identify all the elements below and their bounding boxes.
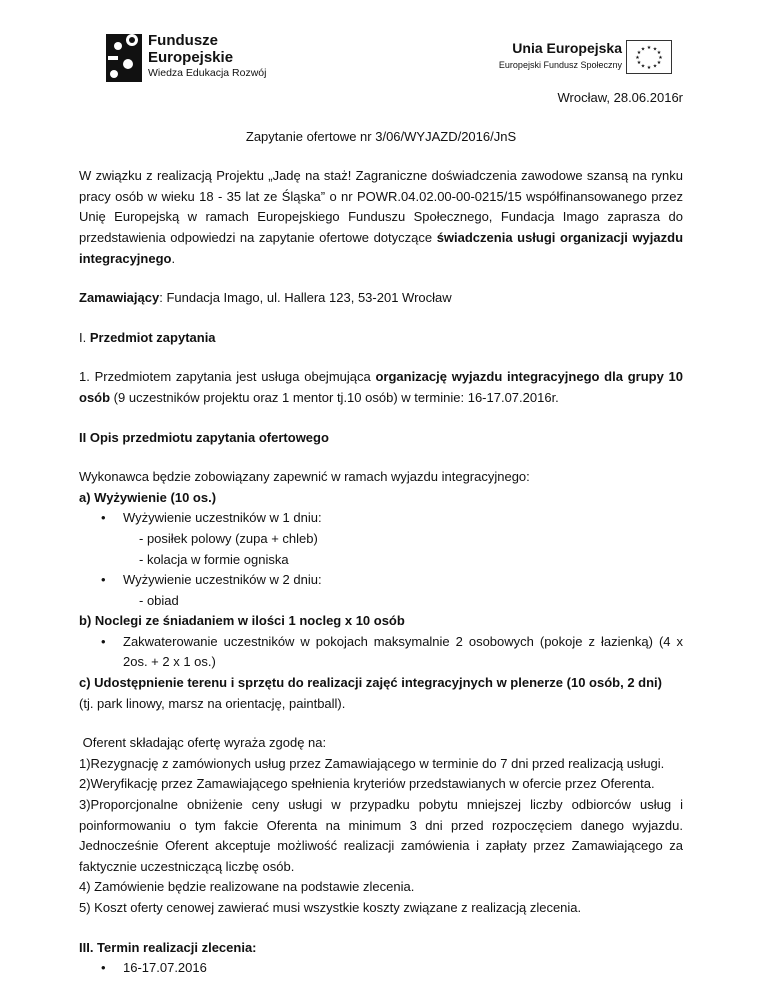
section-3-heading: III. Termin realizacji zlecenia:	[79, 939, 257, 955]
list-item: • Wyżywienie uczestników w 1 dniu:	[123, 508, 683, 529]
condition-4: 4) Zamówienie będzie realizowane na podstawie zlecenia.	[79, 879, 415, 895]
list-subitem: - kolacja w formie ogniska	[139, 551, 289, 567]
svg-text:★: ★	[646, 65, 652, 71]
svg-text:★: ★	[652, 46, 658, 53]
oferent-intro: Oferent składając ofertę wyraża zgodę na:	[79, 735, 327, 751]
fe-line1: Fundusze	[148, 32, 218, 49]
svg-text:★: ★	[640, 46, 646, 53]
section-1-heading: I. Przedmiot zapytania	[79, 329, 216, 345]
svg-text:★: ★	[636, 50, 642, 56]
svg-text:★: ★	[640, 63, 646, 70]
list-item: • Zakwaterowanie uczestników w pokojach maksymalnie 2 osobowych (pokoje z łazienką) (4 x 2os. + 2 x 1 os.)	[123, 632, 683, 673]
item-a-heading: a) Wyżywienie (10 os.)	[79, 489, 217, 505]
document-title: Zapytanie ofertowe nr 3/06/WYJAZD/2016/JnS	[245, 128, 517, 144]
list-subitem: - posiłek polowy (zupa + chleb)	[139, 530, 318, 546]
svg-text:★: ★	[658, 55, 663, 61]
svg-text:★: ★	[656, 60, 662, 66]
condition-2: 2)Weryfikację przez Zamawiającego spełnienia kryteriów przedstawianych w ofercie przez Oferenta.	[79, 776, 655, 792]
item-b-list	[79, 632, 683, 673]
svg-text:★: ★	[656, 50, 662, 56]
list-item: • Wyżywienie uczestników w 2 dniu:	[123, 570, 683, 591]
condition-3: 3)Proporcjonalne obniżenie ceny usługi w przypadku pobytu mniejszej liczby odbiorców usług i poinformowaniu o tym fakcie Oferenta na minimum 3 dni przed rozpoczęciem danego wyjazdu. Jednocześnie Oferent akceptuje możliwość realizacji zamówienia i zapłaty przez Zamawiającego za faktycznie uczestniczącą liczbę osób.	[79, 797, 683, 874]
fe-emblem-icon	[104, 30, 144, 86]
item-a-list	[79, 508, 683, 529]
ue-subtitle: Europejski Fundusz Społeczny	[498, 60, 622, 70]
item-a-list-2	[79, 570, 683, 591]
list-item: • 16-17.07.2016	[123, 958, 683, 979]
svg-text:★: ★	[635, 55, 640, 61]
list-subitem: - obiad	[139, 592, 179, 608]
item-c-text: (tj. park linowy, marsz na orientację, paintball).	[79, 695, 346, 711]
section-3-list	[79, 958, 683, 979]
unia-europejska-logo	[486, 40, 672, 76]
item-c-heading: c) Udostępnienie terenu i sprzętu do realizacji zajęć integracyjnych w plenerze (10 osób, 2 dni)	[79, 675, 662, 691]
section-2-heading: II Opis przedmiotu zapytania ofertowego	[79, 429, 329, 445]
ue-title: Unia Europejska	[512, 40, 622, 56]
svg-text:★: ★	[636, 60, 642, 66]
fundusze-europejskie-logo	[104, 30, 274, 90]
condition-1: 1)Rezygnację z zamówionych usług przez Zamawiającego w terminie do 7 dni przed realizacją usługi.	[79, 755, 665, 771]
date-line: Wrocław, 28.06.2016r	[557, 90, 683, 105]
intro-paragraph: W związku z realizacją Projektu „Jadę na staż! Zagraniczne doświadczenia zawodowe szansą na rynku pracy osób w wieku 18 - 35 lat ze Śląska” o nr POWR.04.02.00-00-0215/15 współfinansowanego przez Unię Europejską w ramach Europejskiego Funduszu Społecznego, Fundacja Imago zaprasza do przedstawienia odpowiedzi na zapytanie ofertowe dotyczące świadczenia usługi organizacji wyjazdu integracyjnego.	[79, 168, 684, 266]
client-line: Zamawiający: Fundacja Imago, ul. Hallera 123, 53-201 Wrocław	[79, 290, 452, 306]
condition-5: 5) Koszt oferty cenowej zawierać musi wszystkie koszty związane z realizacją zlecenia.	[79, 900, 582, 915]
document-body	[79, 84, 683, 979]
item-b-heading: b) Noclegi ze śniadaniem w ilości 1 nocleg x 10 osób	[79, 613, 405, 629]
svg-text:★: ★	[646, 45, 652, 51]
section-2-intro: Wykonawca będzie zobowiązany zapewnić w ramach wyjazdu integracyjnego:	[79, 469, 530, 485]
section-1-paragraph: 1. Przedmiotem zapytania jest usługa obejmująca organizację wyjazdu integracyjnego dla grupy 10 osób (9 uczestników projektu oraz 1 mentor tj.10 osób) w terminie: 16-17.07.2016r.	[79, 369, 683, 405]
fe-line2: Europejskie	[148, 49, 234, 66]
svg-text:★: ★	[652, 63, 658, 70]
eu-flag-icon	[626, 40, 672, 74]
fe-line3: Wiedza Edukacja Rozwój	[148, 67, 267, 79]
